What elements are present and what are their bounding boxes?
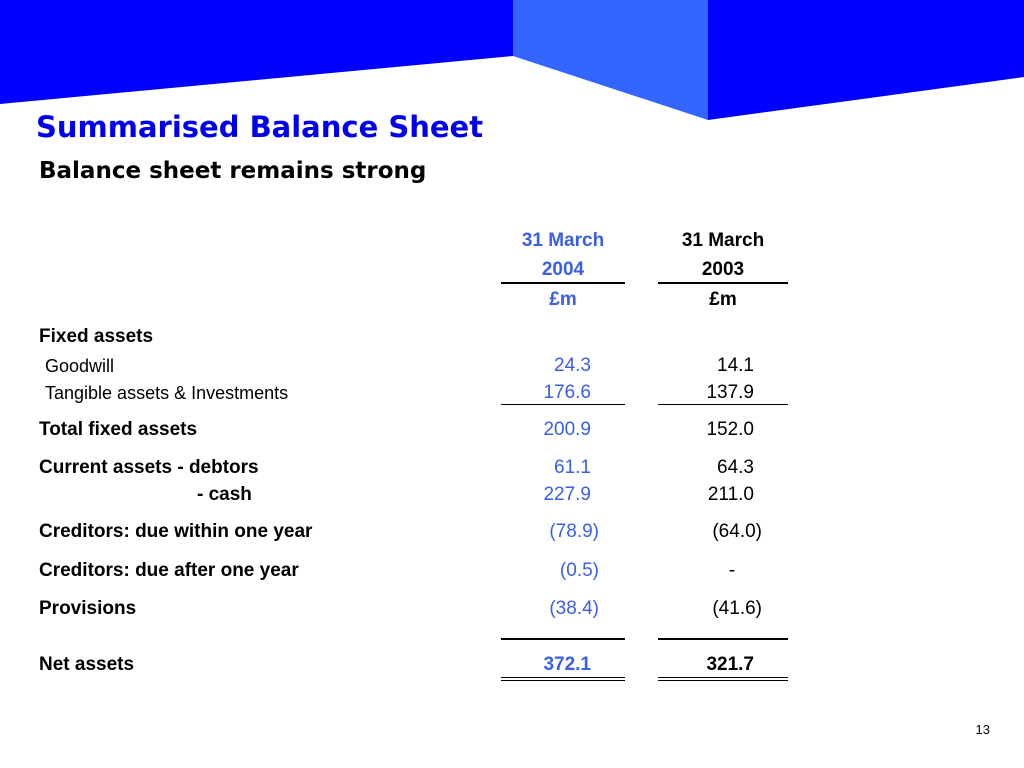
fixed-subtotal-rule-prior (658, 404, 788, 405)
provisions-current: (38.4) (549, 598, 599, 619)
col-current-unit: £m (549, 289, 577, 310)
header-banner (0, 0, 1024, 125)
creditors-within-prior: (64.0) (712, 521, 762, 542)
net-assets-top-rule-prior (658, 638, 788, 640)
col-current-line2: 2004 (541, 259, 585, 280)
fixed-subtotal-rule-current (501, 404, 625, 405)
debtors-current: 61.1 (554, 457, 591, 478)
provisions-prior: (41.6) (712, 598, 762, 619)
slide-subtitle: Balance sheet remains strong (39, 158, 427, 184)
tangible-prior: 137.9 (706, 382, 754, 403)
creditors-after-label: Creditors: due after one year (39, 560, 299, 581)
creditors-after-prior: - (728, 560, 736, 581)
tangible-current: 176.6 (543, 382, 591, 403)
net-assets-current: 372.1 (543, 654, 591, 675)
net-assets-top-rule-current (501, 638, 625, 640)
cash-current: 227.9 (543, 484, 591, 505)
net-assets-label: Net assets (39, 654, 135, 675)
provisions-label: Provisions (39, 598, 137, 619)
col-prior-unit: £m (709, 289, 737, 310)
tangible-label: Tangible assets & Investments (45, 383, 289, 403)
header-band-right (708, 0, 1024, 120)
slide-title: Summarised Balance Sheet (36, 110, 484, 144)
goodwill-prior: 14.1 (717, 355, 754, 376)
net-assets-double-rule-prior (658, 677, 788, 681)
col-prior-header-rule (658, 282, 788, 284)
net-assets-prior: 321.7 (706, 654, 754, 675)
debtors-prior: 64.3 (717, 457, 754, 478)
creditors-within-label: Creditors: due within one year (39, 521, 313, 542)
goodwill-label: Goodwill (45, 356, 115, 376)
fixed-assets-heading: Fixed assets (39, 326, 154, 347)
col-current-line1: 31 March (521, 230, 605, 251)
total-fixed-label: Total fixed assets (39, 419, 198, 440)
total-fixed-prior: 152.0 (706, 419, 754, 440)
col-prior-line2: 2003 (701, 259, 745, 280)
col-prior-line1: 31 March (681, 230, 765, 251)
debtors-label: Current assets - debtors (39, 457, 259, 478)
col-current-header-rule (501, 282, 625, 284)
header-band-middle (513, 0, 708, 120)
cash-prior: 211.0 (707, 484, 754, 505)
total-fixed-current: 200.9 (543, 419, 591, 440)
creditors-after-current: (0.5) (559, 560, 599, 581)
creditors-within-current: (78.9) (549, 521, 599, 542)
page-number: 13 (975, 722, 990, 737)
header-band-left (0, 0, 513, 104)
goodwill-current: 24.3 (554, 355, 591, 376)
cash-label: - cash (197, 484, 252, 505)
net-assets-double-rule-current (501, 677, 625, 681)
